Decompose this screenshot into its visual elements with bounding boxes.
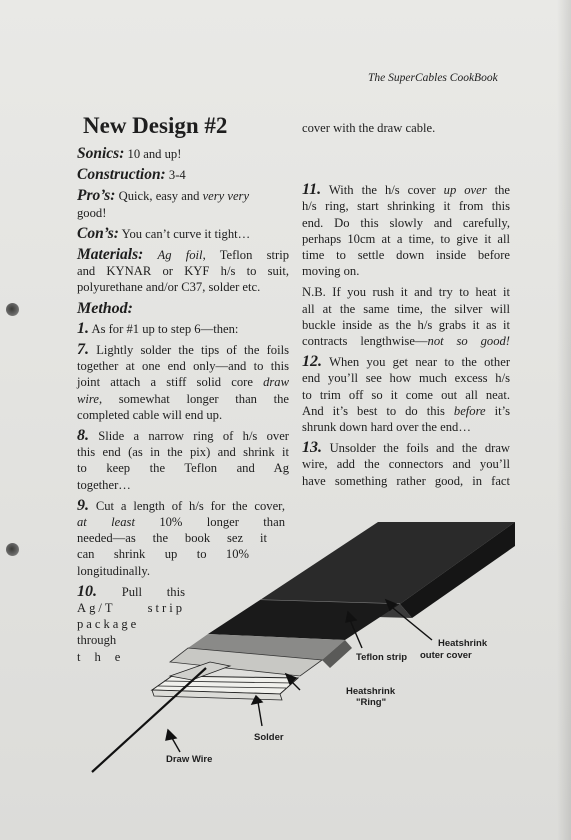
- note-text: all at the same time, the silver will: [302, 301, 510, 316]
- step-text: With the h/s cover: [328, 183, 444, 198]
- step-emphasis: at least: [77, 515, 135, 530]
- step-number: 1.: [77, 319, 89, 337]
- materials-label: Materials:: [77, 246, 144, 264]
- step-text: wire, add the connectors and you’ll: [302, 457, 510, 472]
- step-text: package: [77, 617, 140, 632]
- label-draw-wire: Draw Wire: [166, 754, 213, 765]
- note-text: N.B. If you rush it and try to heat it: [302, 285, 510, 300]
- step-text: shrunk down hard over the end…: [302, 420, 471, 435]
- step-text: can shrink up to 10%: [77, 547, 249, 562]
- step-number: 10.: [77, 582, 97, 600]
- step-text: together at one end only—and to this: [77, 359, 289, 374]
- construction-value: 3-4: [168, 168, 186, 183]
- sonics-value: 10 and up!: [127, 147, 182, 161]
- note-text: buckle inside as the h/s grabs it as it: [302, 317, 510, 332]
- step-text: the: [486, 183, 511, 198]
- step-text: Unsolder the foils and the draw: [329, 441, 510, 456]
- step-text: through: [77, 633, 117, 648]
- step-number: 9.: [77, 496, 89, 514]
- step-text: to trim off so it come out all neat.: [302, 387, 510, 402]
- step-text: Pull this: [121, 584, 185, 599]
- cons-label: Con’s:: [77, 224, 119, 242]
- step-number: 11.: [302, 181, 322, 199]
- pros-label: Pro’s:: [77, 187, 116, 205]
- step-text: , somewhat longer than the: [98, 391, 289, 406]
- label-teflon-strip: Teflon strip: [356, 652, 408, 663]
- step-text: end you’ll see how much excess h/s: [302, 371, 510, 386]
- step-text: When you get near to the other: [329, 355, 511, 370]
- step-text: joint attach a stiff solid core: [77, 375, 264, 390]
- pros-text-end: good!: [77, 205, 107, 220]
- step-text: time to settle down inside before: [302, 248, 510, 263]
- step-number: 13.: [302, 439, 322, 457]
- step-text: And it’s best to do this: [302, 403, 454, 418]
- step-number: 12.: [302, 353, 322, 371]
- materials-text: polyurethane and/or C37, solder etc.: [77, 280, 261, 295]
- page-title: New Design #2: [83, 113, 228, 138]
- materials-text: and KYNAR or KYF h/s to suit,: [77, 264, 289, 279]
- step-text: h/s ring, start shrinking it from this: [302, 199, 510, 214]
- step-10-continued: cover with the draw cable.: [302, 121, 436, 135]
- cons-value: You can’t curve it tight…: [121, 226, 251, 241]
- step-text: Slide a narrow ring of h/s over: [98, 429, 289, 444]
- step-text: it’s: [485, 403, 510, 418]
- step-text: longitudinally.: [77, 563, 150, 578]
- note-text: contracts lengthwise—: [302, 334, 428, 349]
- label-heatshrink-ring: Heatshrink: [346, 686, 396, 697]
- step-number: 7.: [77, 341, 89, 359]
- label-ring: "Ring": [356, 697, 387, 708]
- note-emphasis: not so good!: [427, 334, 510, 349]
- step-text: to keep the Teflon and Ag: [77, 461, 289, 476]
- step-emphasis: before: [453, 403, 486, 418]
- step-text: Lightly solder the tips of the foils: [96, 343, 289, 358]
- heatshrink-ring-band: [208, 600, 400, 640]
- step-text: this end (as in the pix) and shrink it: [77, 445, 289, 460]
- label-heatshrink-outer: Heatshrink: [438, 638, 488, 649]
- step-text: completed cable will end up.: [77, 407, 223, 422]
- label-outer-cover: outer cover: [420, 650, 472, 661]
- step-text: have something rather good, in fact: [302, 473, 510, 488]
- step-number: 8.: [77, 427, 89, 445]
- step-text: moving on.: [302, 264, 360, 279]
- step-text: 10% longer than: [134, 515, 285, 530]
- step-text: needed—as the book sez it: [77, 531, 267, 546]
- step-text: Cut a length of h/s for the cover,: [95, 498, 285, 513]
- sonics-label: Sonics:: [77, 145, 125, 162]
- step-emphasis: up over: [443, 183, 487, 198]
- step-text: together…: [77, 477, 131, 492]
- pros-text: Quick, easy and: [118, 189, 203, 204]
- step-text: Ag/T strip: [77, 601, 185, 616]
- step-text: end. Do this slowly and carefully,: [302, 215, 510, 230]
- step-text: perhaps 10cm at a time, to give it all: [302, 231, 510, 246]
- pros-emphasis: very very: [202, 189, 250, 204]
- step-emphasis: draw: [263, 375, 289, 390]
- method-heading: Method:: [77, 299, 133, 317]
- step-text: the: [77, 649, 135, 664]
- materials-text: , Teflon strip: [202, 248, 290, 263]
- running-head: The SuperCables CookBook: [368, 72, 498, 84]
- step-text: As for #1 up to step 6—then:: [91, 321, 239, 336]
- step-emphasis: wire: [77, 391, 99, 406]
- construction-label: Construction:: [77, 166, 166, 184]
- materials-ag-foil: Ag foil: [157, 248, 203, 263]
- label-solder: Solder: [254, 732, 284, 743]
